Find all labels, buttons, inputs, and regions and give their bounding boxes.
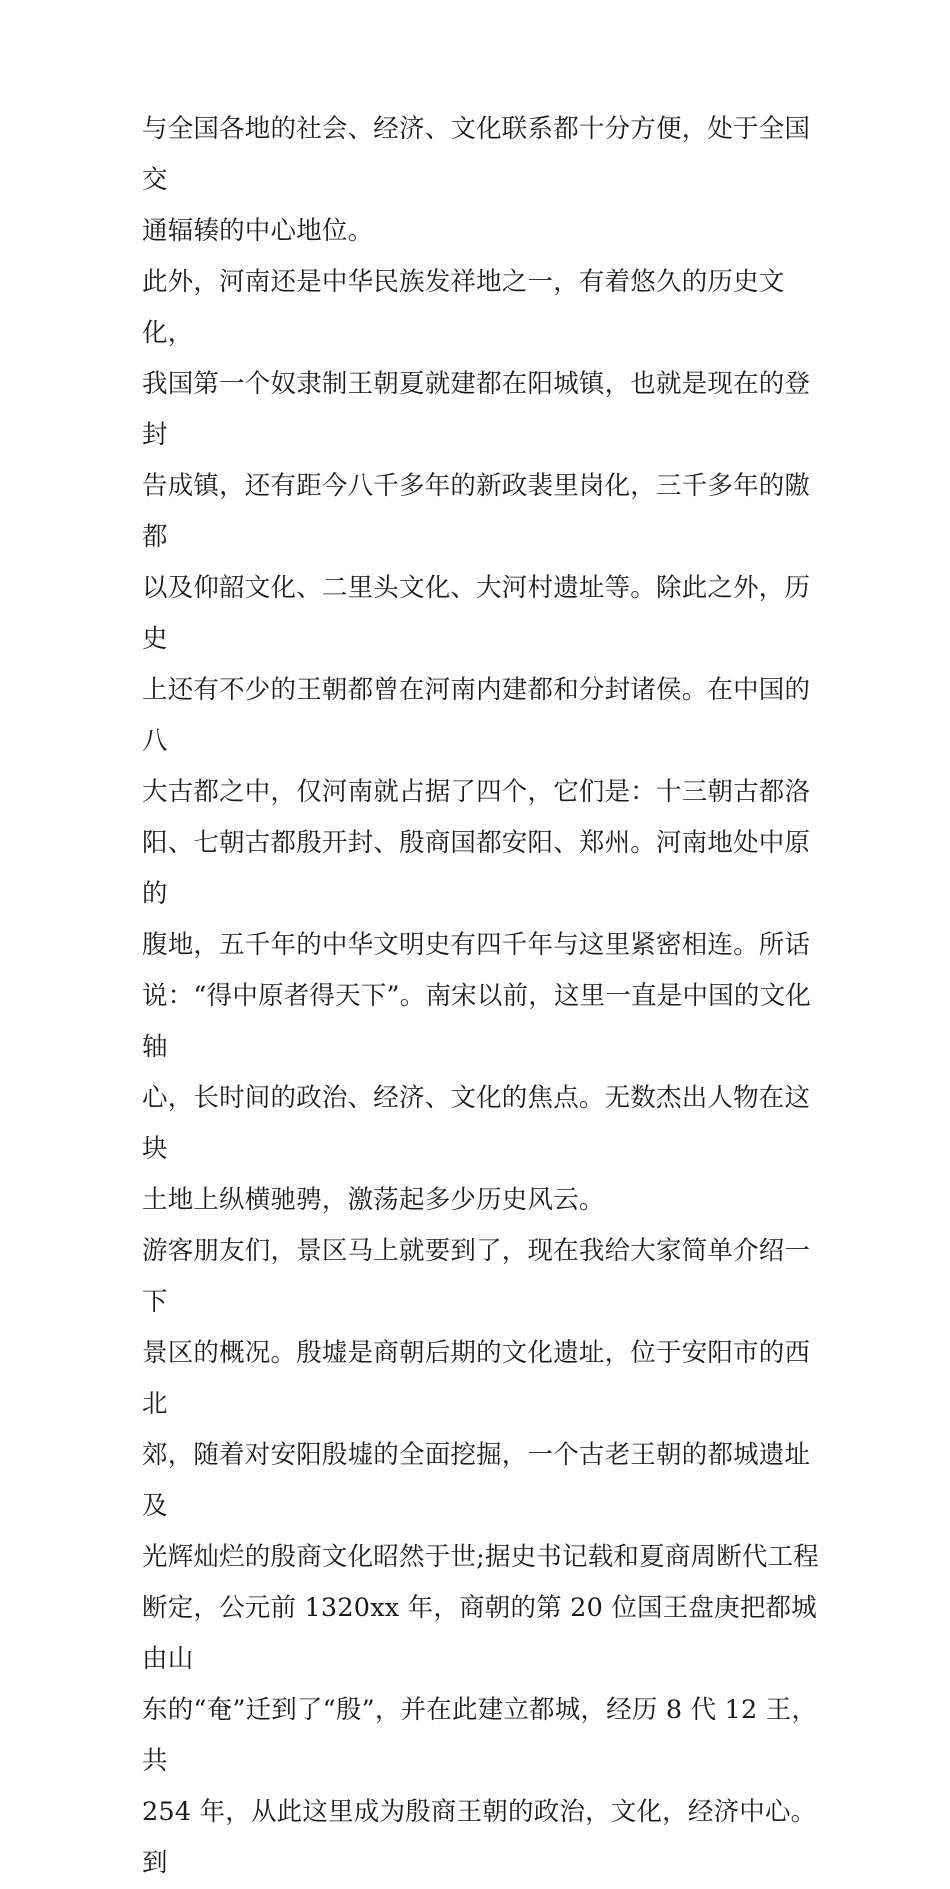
paragraph-yinxu-overview: 游客朋友们，景区马上就要到了，现在我给大家简单介绍一下 景区的概况。殷墟是商朝后期的文化遗址，位于安阳市的西北 郊，随着对安阳殷墟的全面挖掘，一个古老王朝的都城遗址及 光辉灿烂的殷商文化昭然于世;据史书记载和夏商周断代工程 断定，公元前 1320xx 年，商朝的第 20 位国王盘庚把都城由山 东的“奄”迁到了“殷”，并在此建立都城，经历 8 代 12 王，共 254 年，从此这里成为殷商王朝的政治，文化，经济中心。到 [142,1236,819,1878]
paragraph-henan-history: 此外，河南还是中华民族发祥地之一，有着悠久的历史文化， 我国第一个奴隶制王朝夏就建都在阳城镇，也就是现在的登封 告成镇，还有距今八千多年的新政裴里岗化，三千多年的隞都 以及仰韶文化、二里头文化、大河村遗址等。除此之外，历史 上还有不少的王朝都曾在河南内建都和分封诸侯。在中国的八 大古都之中，仅河南就占据了四个，它们是：十三朝古都洛 阳、七朝古都殷开封、殷商国都安阳、郑州。河南地处中原的 腹地，五千年的中华文明史有四千年与这里紧密相连。所话 说：“得中原者得天下”。南宋以前，这里一直是中国的文化轴 心，长时间的政治、经济、文化的焦点。无数杰出人物在这块 土地上纵横驰骋，激荡起多少历史风云。 [142,267,811,1215]
paragraph-transport-hub: 与全国各地的社会、经济、文化联系都十分方便，处于全国交 通辐辏的中心地位。 [142,114,811,246]
document-body [142,104,822,1889]
